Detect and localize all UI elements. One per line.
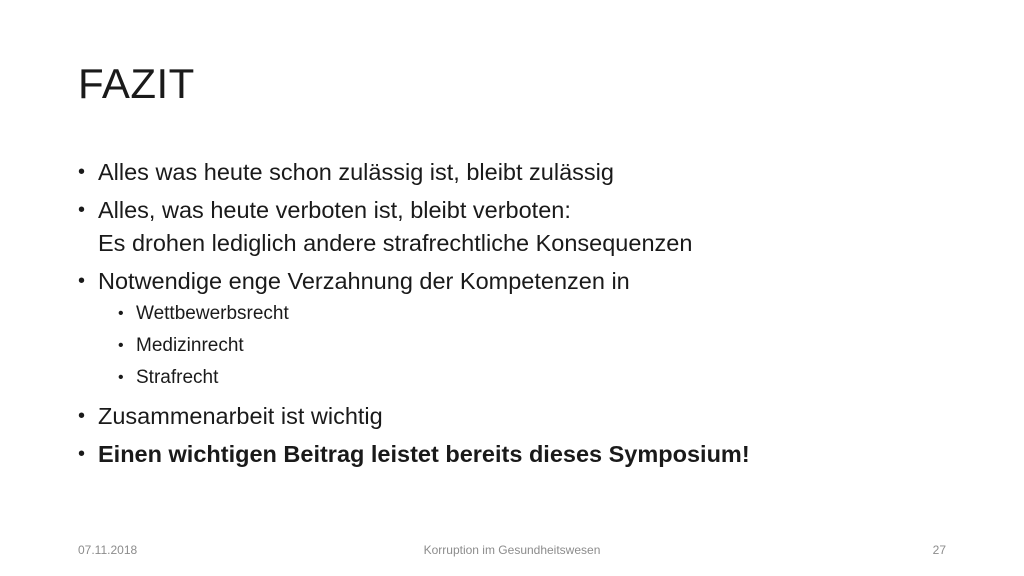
bullet-dot-icon: • — [78, 161, 86, 183]
bullet-item — [78, 265, 958, 298]
bullet-text-line-1: Alles, was heute verboten ist, bleibt verboten: — [98, 197, 571, 223]
bullet-text: Einen wichtigen Beitrag leistet bereits dieses Symposium! — [98, 441, 750, 467]
footer-page-number: 27 — [932, 543, 946, 557]
bullet-dot-icon: • — [118, 305, 124, 322]
footer-title: Korruption im Gesundheitswesen — [423, 543, 601, 557]
sub-bullet-list — [78, 300, 958, 392]
bullet-item — [78, 156, 958, 189]
bullet-dot-icon: • — [78, 443, 86, 465]
sub-bullet-item — [78, 364, 958, 392]
slide-title: FAZIT — [78, 60, 195, 107]
sub-bullet-item — [78, 300, 958, 328]
footer-date: 07.11.2018 — [78, 543, 138, 557]
bullet-dot-icon: • — [118, 337, 124, 354]
sub-bullet-item — [78, 332, 958, 360]
bullet-item — [78, 400, 958, 433]
bullet-text-line-2: Es drohen lediglich andere strafrechtliche Konsequenzen — [98, 230, 693, 256]
sub-bullet-text: Medizinrecht — [136, 335, 244, 356]
bullet-item — [78, 194, 958, 260]
sub-bullet-text: Wettbewerbsrecht — [136, 303, 289, 324]
bullet-list — [78, 156, 958, 476]
bullet-dot-icon: • — [78, 270, 86, 292]
bullet-dot-icon: • — [78, 405, 86, 427]
bullet-dot-icon: • — [118, 369, 124, 386]
bullet-text: Alles was heute schon zulässig ist, bleibt zulässig — [98, 159, 614, 185]
sub-bullet-text: Strafrecht — [136, 367, 219, 388]
bullet-dot-icon: • — [78, 199, 86, 221]
bullet-text: Notwendige enge Verzahnung der Kompetenzen in — [98, 268, 630, 294]
bullet-item-emphasized — [78, 438, 958, 471]
bullet-text: Zusammenarbeit ist wichtig — [98, 403, 383, 429]
